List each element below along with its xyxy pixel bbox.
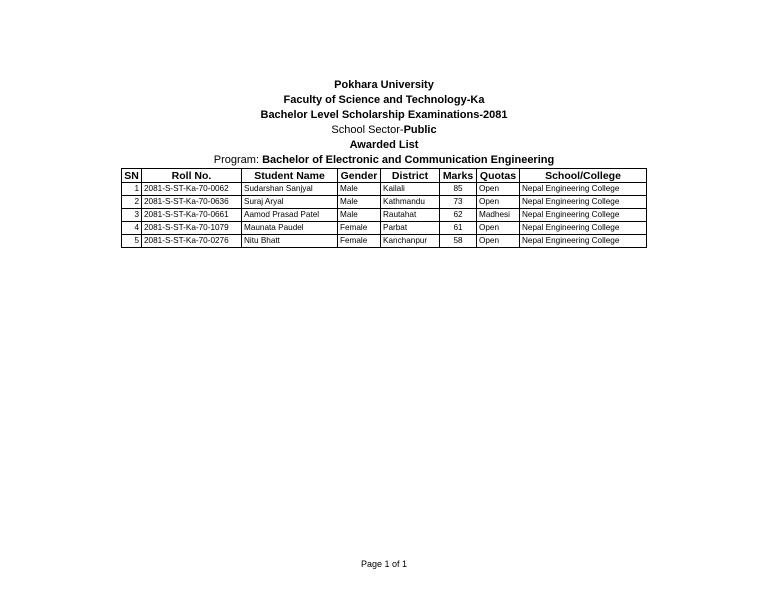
column-header-sn: SN — [122, 169, 142, 183]
sn-cell: 3 — [122, 209, 142, 222]
district-cell: Kathmandu — [381, 196, 440, 209]
marks-cell: 85 — [440, 183, 477, 196]
sn-cell: 4 — [122, 222, 142, 235]
column-header-gender: Gender — [338, 169, 381, 183]
quota-cell: Open — [477, 183, 520, 196]
column-header-quotas: Quotas — [477, 169, 520, 183]
name-cell: Sudarshan Sanjyal — [242, 183, 338, 196]
name-cell: Aamod Prasad Patel — [242, 209, 338, 222]
sn-cell: 5 — [122, 235, 142, 248]
exam-title: Bachelor Level Scholarship Examinations-2081 — [260, 109, 508, 121]
roll-cell: 2081-S-ST-Ka-70-0062 — [142, 183, 242, 196]
table-header-row — [122, 169, 647, 183]
program-value: Bachelor of Electronic and Communication Engineering — [262, 154, 555, 166]
table-row — [122, 183, 647, 196]
name-cell: Nitu Bhatt — [242, 235, 338, 248]
column-header-roll: Roll No. — [142, 169, 242, 183]
quota-cell: Open — [477, 196, 520, 209]
name-cell: Suraj Aryal — [242, 196, 338, 209]
district-cell: Kailali — [381, 183, 440, 196]
college-cell: Nepal Engineering College — [520, 209, 647, 222]
college-cell: Nepal Engineering College — [520, 235, 647, 248]
gender-cell: Male — [338, 183, 381, 196]
faculty-title: Faculty of Science and Technology-Ka — [283, 94, 485, 106]
college-cell: Nepal Engineering College — [520, 222, 647, 235]
roll-cell: 2081-S-ST-Ka-70-0636 — [142, 196, 242, 209]
awarded-list-table — [121, 168, 647, 248]
program-label: Program: — [213, 154, 263, 166]
document-header — [0, 78, 768, 168]
marks-cell: 58 — [440, 235, 477, 248]
roll-cell: 2081-S-ST-Ka-70-0276 — [142, 235, 242, 248]
gender-cell: Female — [338, 235, 381, 248]
table-row — [122, 209, 647, 222]
college-cell: Nepal Engineering College — [520, 183, 647, 196]
table-row — [122, 222, 647, 235]
table-row — [122, 196, 647, 209]
college-cell: Nepal Engineering College — [520, 196, 647, 209]
roll-cell: 2081-S-ST-Ka-70-0661 — [142, 209, 242, 222]
sn-cell: 1 — [122, 183, 142, 196]
marks-cell: 62 — [440, 209, 477, 222]
sector-value: Public — [403, 124, 437, 136]
quota-cell: Madhesi — [477, 209, 520, 222]
marks-cell: 61 — [440, 222, 477, 235]
list-title: Awarded List — [349, 139, 419, 151]
program-line — [0, 153, 768, 168]
quota-cell: Open — [477, 222, 520, 235]
marks-cell: 73 — [440, 196, 477, 209]
column-header-college: School/College — [520, 169, 647, 183]
table-row — [122, 235, 647, 248]
gender-cell: Male — [338, 196, 381, 209]
district-cell: Kanchanpur — [381, 235, 440, 248]
column-header-marks: Marks — [440, 169, 477, 183]
quota-cell: Open — [477, 235, 520, 248]
university-title: Pokhara University — [334, 79, 434, 91]
district-cell: Rautahat — [381, 209, 440, 222]
roll-cell: 2081-S-ST-Ka-70-1079 — [142, 222, 242, 235]
page-number: Page 1 of 1 — [360, 559, 408, 569]
gender-cell: Female — [338, 222, 381, 235]
column-header-name: Student Name — [242, 169, 338, 183]
district-cell: Parbat — [381, 222, 440, 235]
name-cell: Maunata Paudel — [242, 222, 338, 235]
sn-cell: 2 — [122, 196, 142, 209]
gender-cell: Male — [338, 209, 381, 222]
column-header-district: District — [381, 169, 440, 183]
sector-label: School Sector- — [331, 124, 404, 136]
sector-line — [0, 123, 768, 138]
